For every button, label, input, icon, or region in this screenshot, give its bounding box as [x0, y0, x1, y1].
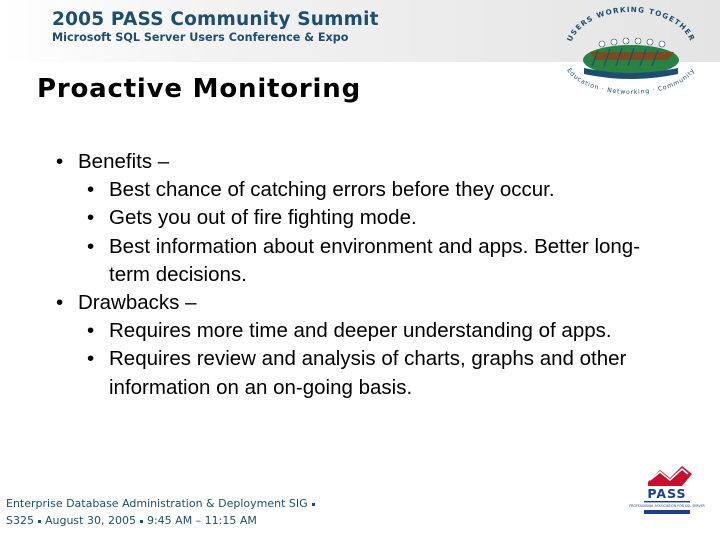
- footer-sig-name: Enterprise Database Administration & Deployment SIG: [6, 497, 308, 510]
- svg-text:Education · Networking · Commu: Education · Networking · Community: [565, 67, 697, 96]
- sub-bullet: [56, 317, 649, 345]
- svg-text:PASS: PASS: [647, 486, 687, 501]
- bullet-dot: •: [87, 206, 95, 230]
- bullet-dot: •: [87, 178, 95, 202]
- sub-bullet-text: Gets you out of fire fighting mode.: [109, 206, 417, 230]
- bullet-dot: •: [56, 291, 64, 315]
- separator-dot: [312, 503, 315, 506]
- slide-title: Proactive Monitoring: [37, 74, 361, 104]
- pass-logo-icon: [629, 460, 705, 516]
- sub-bullet: [56, 233, 649, 289]
- sub-bullet: [56, 204, 706, 232]
- sub-bullet-text: Best information about environment and apps. Better long-term decisions.: [109, 234, 641, 286]
- bullet-text: Drawbacks –: [78, 291, 197, 315]
- bullet-dot: •: [87, 234, 95, 258]
- footer-date: August 30, 2005: [44, 514, 136, 527]
- sub-bullet-text: Best chance of catching errors before they occur.: [109, 178, 555, 202]
- conference-subtitle: Microsoft SQL Server Users Conference & Expo: [52, 31, 349, 44]
- footer-line-1: [6, 495, 319, 512]
- bullet-dot: •: [56, 150, 64, 173]
- footer: [6, 495, 319, 529]
- bullet-text: Benefits –: [78, 150, 170, 173]
- sub-bullet: [56, 176, 706, 204]
- conference-title: 2005 PASS Community Summit: [52, 9, 379, 30]
- separator-dot: [140, 520, 143, 523]
- bullet-drawbacks: [56, 289, 706, 317]
- sub-bullet: [56, 345, 669, 401]
- footer-session: S325: [6, 514, 34, 527]
- svg-text:USERS WORKING TOGETHER: USERS WORKING TOGETHER: [564, 4, 698, 43]
- users-working-together-emblem-icon: [556, 4, 706, 96]
- sub-bullet-text: Requires more time and deeper understanding of apps.: [109, 319, 612, 343]
- bullet-list: [56, 148, 706, 402]
- footer-line-2: [6, 512, 319, 529]
- svg-text:PROFESSIONAL ASSOCIATION FOR S: PROFESSIONAL ASSOCIATION FOR SQL SERVER: [629, 504, 705, 508]
- bullet-benefits: [56, 148, 706, 176]
- footer-time: 9:45 AM – 11:15 AM: [146, 514, 257, 527]
- bullet-dot: •: [87, 319, 95, 343]
- sub-bullet-text: Requires review and analysis of charts, graphs and other information on an on-going basis.: [109, 347, 627, 399]
- separator-dot: [38, 520, 41, 523]
- bullet-dot: •: [87, 347, 95, 371]
